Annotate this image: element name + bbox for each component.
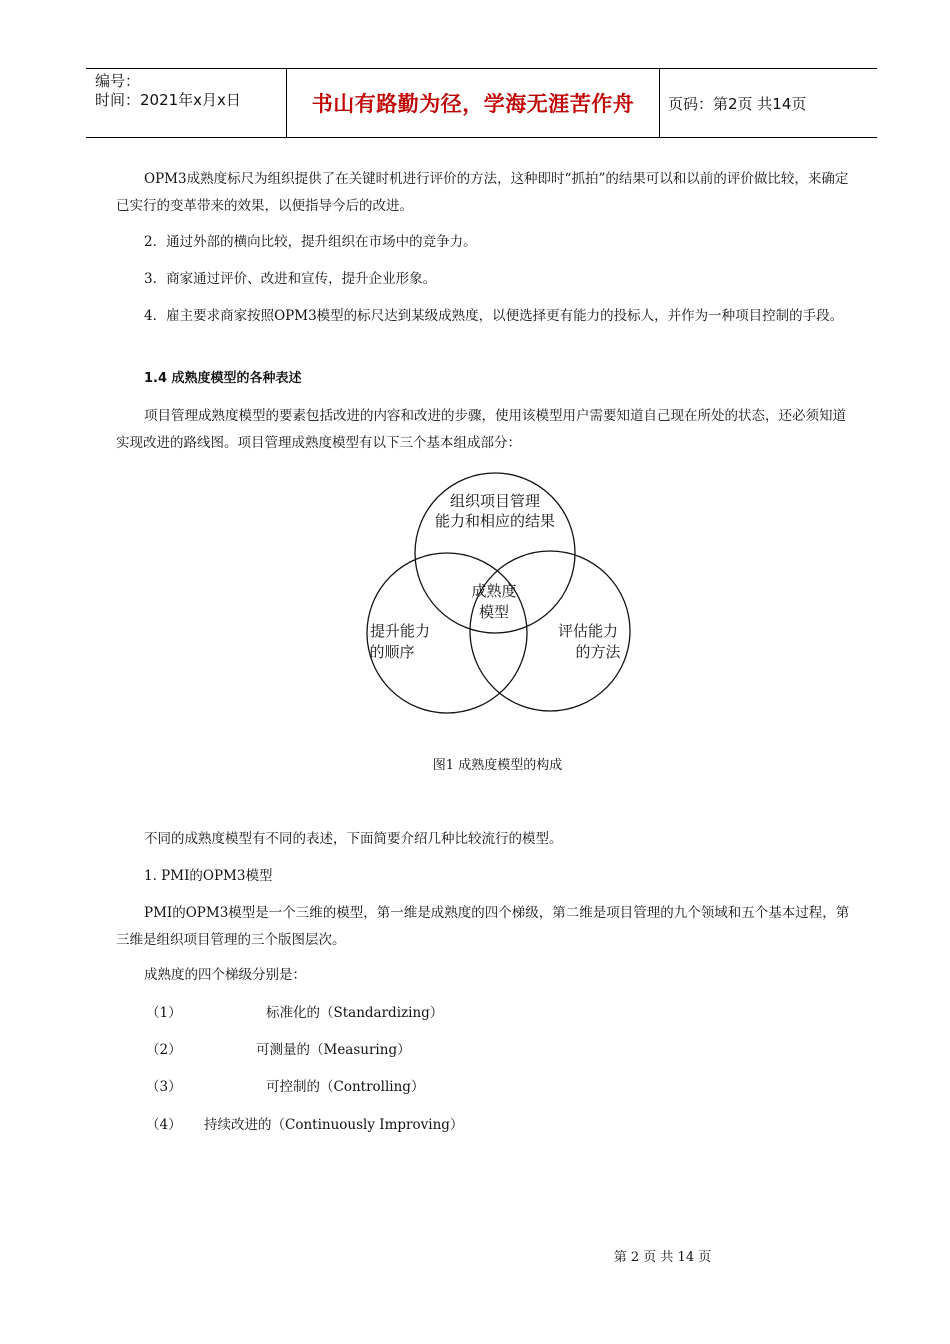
list-item-4: 4．雇主要求商家按照OPM3模型的标尺达到某级成熟度，以便选择更有能力的投标人，并作为一种项目控制的手段。 [144,308,844,324]
venn-top-label-line2: 能力和相应的结果 [434,512,556,530]
paragraph-opm3-dimensions: PMI的OPM3模型是一个三维的模型，第一维是成熟度的四个梯级，第二维是项目管理的九个领域和五个基本过程，第三维是组织项目管理的三个版图层次。 [116,905,850,948]
paragraph-model-intro: 不同的成熟度模型有不同的表述，下面简要介绍几种比较流行的模型。 [144,831,563,847]
page-footer: 第 2 页 共 14 页 [613,1250,712,1265]
header-meta [86,69,287,137]
venn-center-label-line1: 成熟度 [471,582,517,600]
list-item-number: （3） [146,1079,182,1095]
list-item-number: （4） [146,1117,182,1133]
list-item [146,1115,463,1135]
list-item-text: 可测量的（Measuring） [256,1042,411,1058]
venn-left-label-line1: 提升能力 [369,622,431,640]
list-item [146,1040,411,1060]
list-item-text: 标准化的（Standardizing） [266,1005,444,1021]
list-item-text: 持续改进的（Continuously Improving） [204,1117,464,1133]
header-number-label: 编号： [95,72,141,90]
paragraph-levels-intro: 成熟度的四个梯级分别是： [144,967,306,983]
venn-top-label-line1: 组织项目管理 [449,492,541,510]
header-motto: 书山有路勤为径，学海无涯苦作舟 [287,69,660,137]
venn-left-label-line2: 的顺序 [369,643,415,661]
list-item-2: 2．通过外部的横向比较，提升组织在市场中的竞争力。 [144,234,477,250]
list-item [146,1077,424,1097]
list-item-text: 可控制的（Controlling） [266,1079,425,1095]
venn-center-label-line2: 模型 [478,603,510,621]
list-item-number: （2） [146,1042,182,1058]
figure-caption: 图1 成熟度模型的构成 [432,758,563,773]
header-time-label: 时间：2021年x月x日 [95,91,241,109]
paragraph-opm3-scale: OPM3成熟度标尺为组织提供了在关键时机进行评价的方法，这种即时“抓拍”的结果可以和以前的评价做比较，来确定已实行的变革带来的效果，以便指导今后的改进。 [116,171,849,214]
maturity-model-venn-diagram [355,468,640,718]
venn-right-label-line1: 评估能力 [557,622,619,640]
header-page-label: 页码：第2页 共14页 [668,94,807,113]
list-item-number: （1） [146,1005,182,1021]
venn-right-label-line2: 的方法 [575,643,621,661]
paragraph-model-elements: 项目管理成熟度模型的要素包括改进的内容和改进的步骤，使用该模型用户需要知道自己现在所处的状态，还必须知道实现改进的路线图。项目管理成熟度模型有以下三个基本组成部分： [116,408,846,451]
list-item [146,1003,443,1023]
list-item-3: 3．商家通过评价、改进和宣传，提升企业形象。 [144,271,437,287]
section-heading: 1.4 成熟度模型的各种表述 [144,371,302,386]
subheading-pmi-opm3: 1. PMI的OPM3模型 [144,868,273,884]
page-header [86,68,877,138]
